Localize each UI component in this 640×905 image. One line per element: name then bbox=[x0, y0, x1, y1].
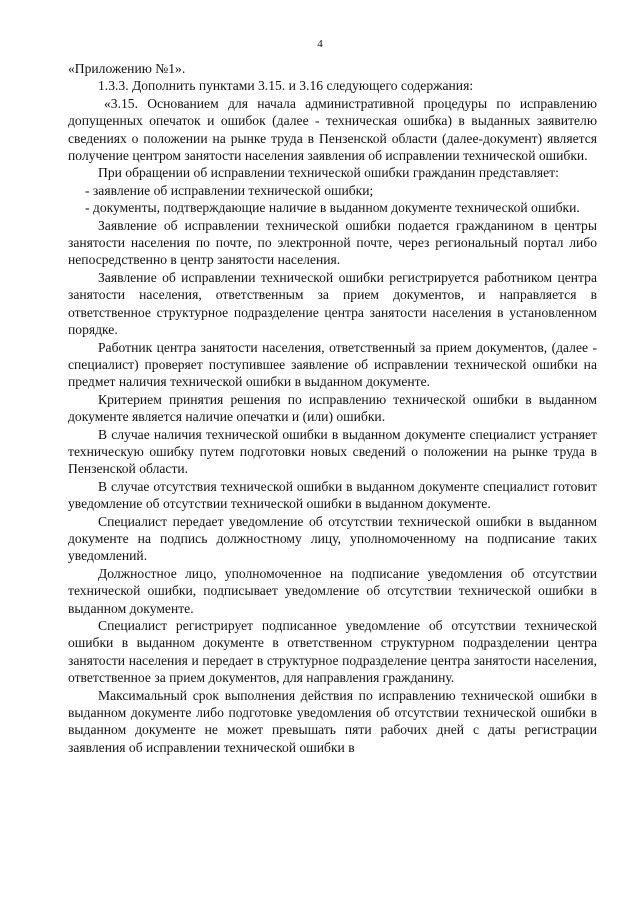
paragraph: Максимальный срок выполнения действия по исправлению технической ошибки в выданном документе либо подготовке уведомления об отсутствии технической ошибки в выданном документе не может превышать пяти рабочих дней с даты регистрации заявления об исправлении технической ошибки в bbox=[68, 687, 597, 755]
paragraph: Заявление об исправлении технической ошибки подается гражданином в центры занятости населения по почте, по электронной почте, через региональный портал либо непосредственно в центр занятости населения. bbox=[68, 217, 597, 268]
paragraph-appendix-ref: «Приложению №1». bbox=[68, 61, 186, 76]
paragraph: Критерием принятия решения по исправлению технической ошибки в выданном документе является наличие опечатки и (или) ошибки. bbox=[68, 391, 597, 425]
paragraph-3-15: «3.15. Основанием для начала административной процедуры по исправлению допущенных опечаток и ошибок (далее - техническая ошибка) в выданных заявителю сведениях о положении на рынке труда в Пензенской области (далее-документ) является получение центром занятости населения заявления об исправлении технической ошибки. bbox=[68, 95, 597, 164]
document-body bbox=[68, 60, 597, 756]
page-number: 4 bbox=[317, 38, 323, 50]
paragraph: Специалист регистрирует подписанное уведомление об отсутствии технической ошибки в выданном документе в ответственном структурном подразделении центра занятости населения и передает в структурное подразделение центра занятости населения, ответственное за прием документов, для направления гражданину. bbox=[68, 618, 597, 686]
paragraph: Заявление об исправлении технической ошибки регистрируется работником центра занятости населения, ответственным за прием документов, и направляется в ответственное структурное подразделение центра занятости населения в установленном порядке. bbox=[68, 269, 597, 338]
paragraph-item-1-3-3: 1.3.3. Дополнить пунктами 3.15. и 3.16 следующего содержания: bbox=[98, 78, 474, 94]
paragraph: Специалист передает уведомление об отсутствии технической ошибки в выданном документе на подпись должностному лицу, уполномоченному на подписание таких уведомлений. bbox=[68, 513, 597, 564]
paragraph: В случае наличия технической ошибки в выданном документе специалист устраняет техническую ошибку путем подготовки новых сведений о положении на рынке труда в Пензенской области. bbox=[68, 426, 597, 477]
paragraph: В случае отсутствия технической ошибки в выданном документе специалист готовит уведомление об отсутствии технической ошибки в выданном документе. bbox=[68, 478, 597, 512]
list-item: - заявление об исправлении технической ошибки; bbox=[85, 182, 374, 198]
list-item: - документы, подтверждающие наличие в выданном документе технической ошибки. bbox=[85, 200, 580, 216]
paragraph: Должностное лицо, уполномоченное на подписание уведомления об отсутствии технической ошибки, подписывает уведомление об отсутствии технической ошибки в выданном документе. bbox=[68, 565, 597, 616]
paragraph: Работник центра занятости населения, ответственный за прием документов, (далее - специалист) проверяет поступившее заявление об исправлении технической ошибки на предмет наличия технической ошибки в выданном документе. bbox=[68, 339, 597, 390]
paragraph: При обращении об исправлении технической ошибки гражданин представляет: bbox=[98, 165, 559, 181]
